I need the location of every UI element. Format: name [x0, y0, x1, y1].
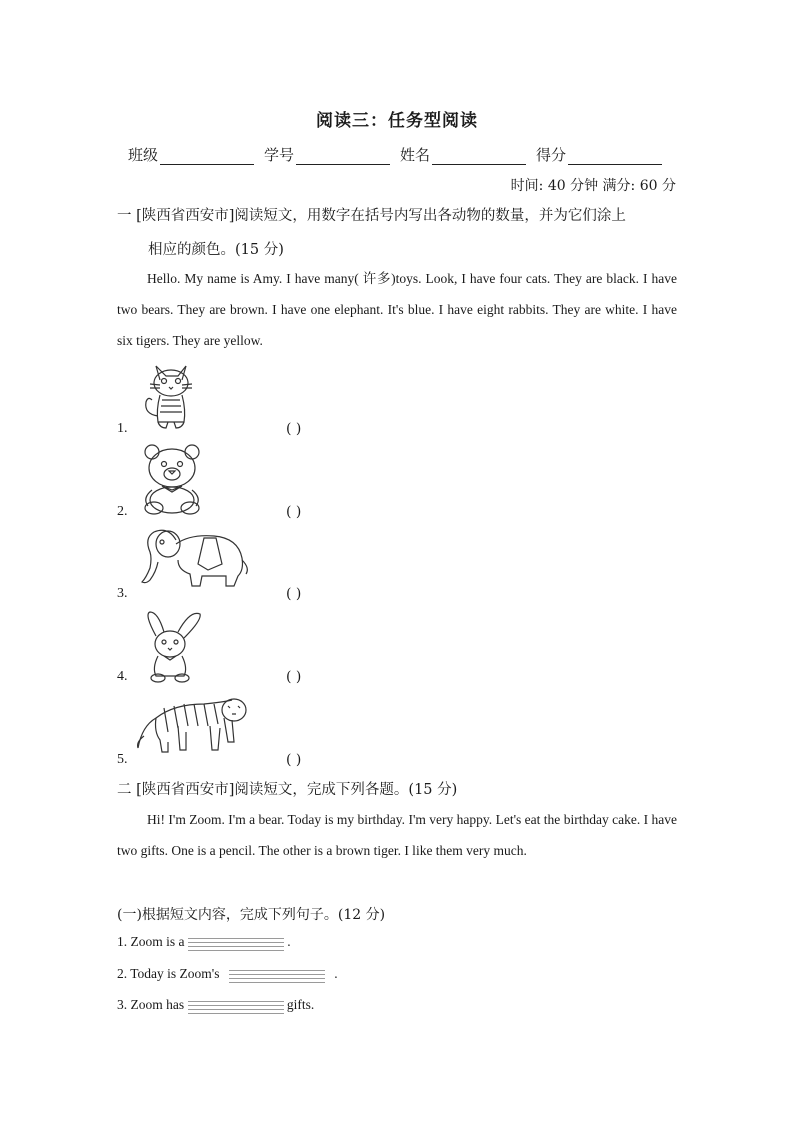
student-number-blank[interactable] — [296, 150, 390, 165]
bear-picture — [138, 442, 208, 516]
section1-heading-line2: 相应的颜色。(15 分) — [148, 242, 284, 258]
section2-sub-heading: (一)根据短文内容，完成下列句子。(12 分) — [117, 907, 386, 923]
section1-heading-line1: 一 [陕西省西安市]阅读短文，用数字在括号内写出各动物的数量，并为它们涂上 — [117, 208, 626, 224]
item-2-answer[interactable]: ( ) — [286, 504, 302, 520]
section2-heading: 二 [陕西省西安市]阅读短文，完成下列各题。(15 分) — [117, 782, 458, 798]
section1-passage-text: Hello. My name is Amy. I have many( 许多)toys. Look, I have four cats. They are black. I have two bears. They are brown. I have one elephant. It's blue. I have eight rabbits. They are white. I have six tigers. They are yellow. — [117, 271, 677, 348]
elephant-picture — [138, 524, 252, 590]
name-blank[interactable] — [432, 150, 526, 165]
question-2-blank[interactable] — [229, 967, 325, 983]
score-field[interactable] — [536, 144, 662, 165]
question-3-blank[interactable] — [188, 998, 284, 1014]
question-1-end: . — [287, 934, 291, 949]
item-1-answer[interactable]: ( ) — [286, 421, 302, 437]
score-label: 得分 — [536, 146, 567, 164]
rabbit-picture — [140, 608, 206, 684]
student-number-label: 学号 — [264, 146, 295, 164]
tiger-picture — [134, 692, 250, 754]
student-info-row — [128, 144, 662, 165]
question-3 — [117, 997, 314, 1014]
name-field[interactable] — [400, 144, 526, 165]
item-4-number: 4. — [117, 669, 128, 684]
student-number-field[interactable] — [264, 144, 390, 165]
class-blank[interactable] — [160, 150, 254, 165]
section2-passage — [117, 804, 677, 866]
time-info: 时间: 40 分钟 满分: 60 分 — [510, 178, 676, 194]
question-1 — [117, 934, 291, 951]
class-label: 班级 — [128, 146, 159, 164]
section1-passage — [117, 263, 677, 356]
question-3-end: gifts. — [286, 997, 315, 1012]
page-title: 阅读三：任务型阅读 — [316, 111, 478, 131]
item-4-answer[interactable]: ( ) — [286, 669, 302, 685]
question-2-text: 2. Today is Zoom's — [117, 966, 220, 981]
section2-passage-text: Hi! I'm Zoom. I'm a bear. Today is my birthday. I'm very happy. Let's eat the birthday cake. I have two gifts. One is a pencil. The other is a brown tiger. I like them very much. — [117, 812, 677, 858]
question-1-blank[interactable] — [188, 935, 284, 951]
score-blank[interactable] — [568, 150, 662, 165]
item-3-number: 3. — [117, 586, 128, 601]
item-5-answer[interactable]: ( ) — [286, 752, 302, 768]
question-1-text: 1. Zoom is a — [117, 934, 185, 949]
question-3-text: 3. Zoom has — [117, 997, 185, 1012]
item-5-number: 5. — [117, 752, 128, 767]
item-1-number: 1. — [117, 421, 128, 436]
question-2 — [117, 966, 338, 983]
cat-picture — [138, 358, 208, 434]
class-field[interactable] — [128, 144, 254, 165]
question-2-end: . — [334, 966, 338, 981]
item-3-answer[interactable]: ( ) — [286, 586, 302, 602]
item-2-number: 2. — [117, 504, 128, 519]
name-label: 姓名 — [400, 146, 431, 164]
